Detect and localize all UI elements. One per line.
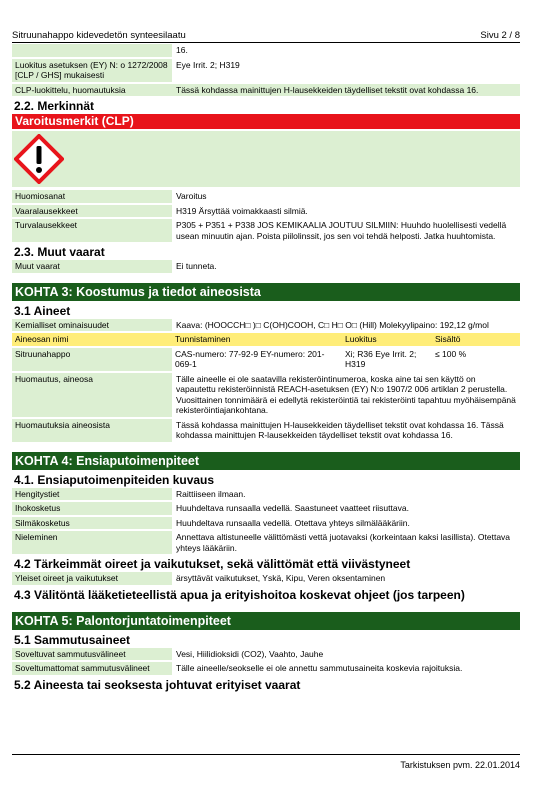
section-heading: 2.3. Muut vaarat	[14, 245, 105, 259]
document-title: Sitruunahappo kidevedetön synteesilaatu	[12, 30, 186, 41]
info-row	[12, 531, 520, 554]
row-value: Eye Irrit. 2; H319	[176, 59, 240, 70]
row-value: Huuhdeltava runsaalla vedellä. Otettava yhteys silmälääkäriin.	[176, 517, 410, 528]
info-row	[12, 502, 520, 515]
row-label: Turvalausekkeet	[12, 219, 172, 242]
section-heading: 4.1. Ensiaputoimenpiteiden kuvaus	[14, 472, 215, 487]
row-value: Tälle aineelle/seokselle ei ole annettu sammutusaineita koskevia rajoituksia.	[176, 663, 463, 673]
info-row	[12, 190, 520, 203]
row-value: ärsyttävät vaikutukset, Yskä, Kipu, Veren oksentaminen	[176, 573, 386, 583]
row-value: Tälle aineelle ei ole saatavilla rekisteröintinumeroa, koska aine tai sen käyttö on vapautettu rekisteröinnistä REACH-asetuksen (EY) N:o 1907/2 006 artiklan 2 perustella. Vuosittainen tonnimäärä ei edellytä rekisteröintiä tai rekisteröinti tapahtuu myöhäisempänä rekisteröintiajankohtana.	[176, 373, 516, 415]
section-heading: 2.2. Merkinnät	[14, 99, 95, 113]
row-label	[12, 44, 172, 57]
section-bar: KOHTA 3: Koostumus ja tiedot aineosista	[12, 283, 520, 301]
column-header: Luokitus	[345, 334, 377, 344]
info-row	[12, 419, 520, 442]
component-table-header	[12, 333, 520, 346]
substance-id: CAS-numero: 77-92-9 EY-numero: 201-069-1	[175, 348, 325, 369]
row-label: Luokitus asetuksen (EY) N: o 1272/2008 [CLP / GHS] mukaisesti	[12, 59, 172, 82]
section-heading: 4.3 Välitöntä lääketieteellistä apua ja erityishoitoa koskevat ohjeet (jos tarpeen)	[14, 587, 465, 602]
row-label: Soveltuvat sammutusvälineet	[12, 648, 172, 661]
info-row	[12, 84, 520, 97]
row-value: Raittiiseen ilmaan.	[176, 488, 246, 499]
row-label: Vaaralausekkeet	[12, 205, 172, 218]
info-row	[12, 219, 520, 242]
table-row	[12, 348, 520, 371]
section-heading: 4.2 Tärkeimmät oireet ja vaikutukset, sekä välittömät että viivästyneet	[14, 557, 411, 571]
row-value: Tässä kohdassa mainittujen H-lausekkeiden täydelliset tekstit ovat kohdassa 16.	[172, 84, 520, 97]
row-value: Vesi, Hiilidioksidi (CO2), Vaahto, Jauhe	[176, 648, 324, 659]
substance-content: ≤ 100 %	[435, 348, 467, 359]
document-body	[12, 44, 520, 693]
row-label: Kemialliset ominaisuudet	[12, 319, 172, 332]
row-label: Huomiosanat	[12, 190, 172, 203]
info-row	[12, 517, 520, 530]
row-label: Huomautuksia aineosista	[12, 419, 172, 442]
column-header: Sisältö	[435, 334, 461, 344]
row-label: Hengitystiet	[12, 488, 172, 501]
section-bar: KOHTA 5: Palontorjuntatoimenpiteet	[12, 612, 520, 630]
row-value: H319 Ärsyttää voimakkaasti silmiä.	[176, 205, 308, 216]
substance-name: Sitruunahappo	[12, 348, 172, 371]
row-label: CLP-luokittelu, huomautuksia	[12, 84, 172, 97]
row-label: Silmäkosketus	[12, 517, 172, 530]
pictogram-panel	[12, 131, 520, 187]
info-row	[12, 648, 520, 661]
info-row	[12, 205, 520, 218]
info-row	[12, 662, 520, 675]
row-value: P305 + P351 + P338 JOS KEMIKAALIA JOUTUU SILMIIN: Huuhdo huolellisesti vedellä usean minuutin ajan. Poista piilolinssit, jos sen voi tehdä helposti. Jatka huuhtomista.	[176, 220, 507, 241]
clp-pictograms-bar: Varoitusmerkit (CLP)	[12, 114, 520, 129]
page-number: Sivu 2 / 8	[480, 30, 520, 41]
row-label: Ihokosketus	[12, 502, 172, 515]
page-header	[12, 30, 520, 43]
exclamation-mark-ghs07-icon	[14, 134, 64, 184]
row-value: 16.	[176, 45, 188, 55]
substance-classification: Xi; R36 Eye Irrit. 2; H319	[345, 348, 417, 369]
section-heading: 5.1 Sammutusaineet	[14, 632, 131, 647]
row-label: Soveltumattomat sammutusvälineet	[12, 662, 172, 675]
info-row	[12, 59, 520, 82]
info-row	[12, 260, 520, 273]
section-bar: KOHTA 4: Ensiaputoimenpiteet	[12, 452, 520, 470]
column-header: Tunnistaminen	[175, 334, 231, 344]
row-value: Ei tunneta.	[176, 261, 217, 271]
row-label: Huomautus, aineosa	[12, 373, 172, 417]
info-row	[12, 373, 520, 417]
row-value: Huuhdeltava runsaalla vedellä. Saastuneet vaatteet riisuttava.	[176, 503, 409, 513]
row-value: Annettava altistuneelle välittömästi vettä juotavaksi (korkeintaan kaksi lasillista). Otettava yhteys lääkäriin.	[176, 532, 511, 553]
footer-divider	[12, 754, 520, 755]
section-heading: 5.2 Aineesta tai seoksesta johtuvat erityiset vaarat	[14, 677, 301, 692]
row-label: Yleiset oireet ja vaikutukset	[12, 572, 172, 585]
row-label: Muut vaarat	[12, 260, 172, 273]
row-value: Tässä kohdassa mainittujen H-lausekkeiden täydelliset tekstit ovat kohdassa 16. Tässä kohdassa mainittujen R-lausekkeiden täydelliset tekstit ovat kohdassa 16.	[176, 419, 504, 440]
section-heading: 3.1 Aineet	[14, 303, 71, 318]
info-row	[12, 488, 520, 501]
row-value: Kaava: (HOOCCH□ )□ C(OH)COOH, C□ H□ O□ (Hill) Molekyylipaino: 192,12 g/mol	[176, 319, 489, 330]
column-header: Aineosan nimi	[15, 334, 69, 344]
row-value: Varoitus	[176, 191, 207, 201]
info-row	[12, 572, 520, 585]
row-label: Nieleminen	[12, 531, 172, 554]
info-row	[12, 319, 520, 332]
revision-date: Tarkistuksen pvm. 22.01.2014	[400, 760, 520, 770]
info-row	[12, 44, 520, 57]
